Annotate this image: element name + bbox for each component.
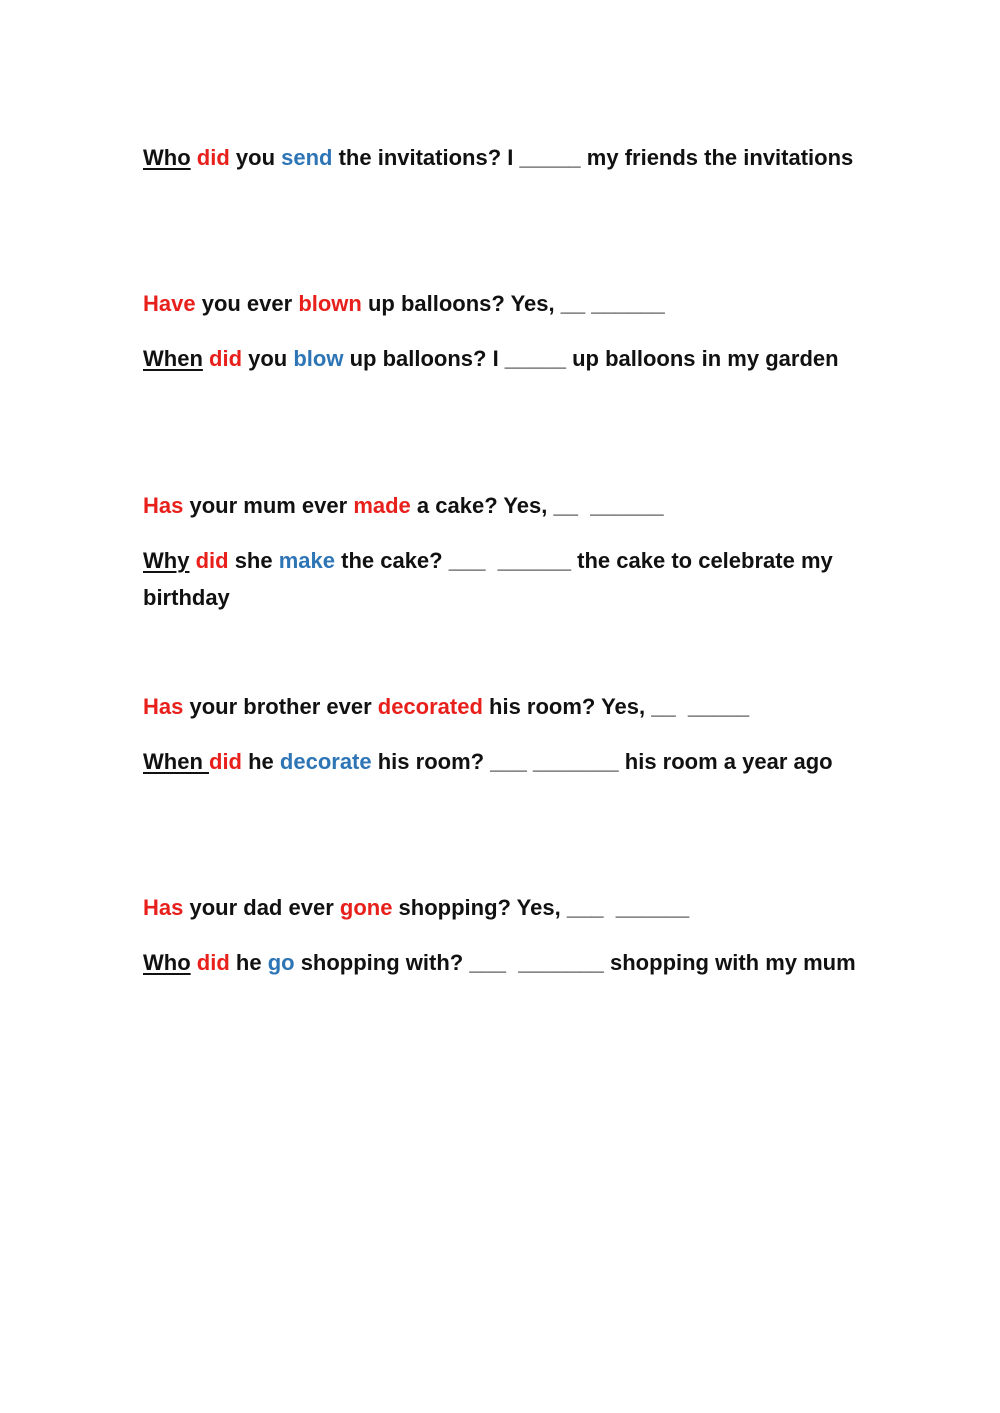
highlight-blue-word: make <box>278 548 335 573</box>
sentence-line <box>143 139 858 176</box>
highlight-red-word: did <box>195 548 229 573</box>
sentence-text: his room? Yes, __ _____ <box>482 694 750 719</box>
sentence-text: you ever <box>195 291 299 316</box>
highlight-red-word: Has <box>143 493 184 518</box>
highlight-red-word: Has <box>143 694 184 719</box>
question-word: When <box>143 749 209 774</box>
sentence-text: you <box>242 346 294 371</box>
sentence-line <box>143 542 858 616</box>
highlight-red-word: did <box>209 749 242 774</box>
sentence-text: his room? ___ _______ his room a year ago <box>371 749 833 774</box>
highlight-red-word: Has <box>143 895 184 920</box>
sentence-line <box>143 688 858 725</box>
sentence-text: she <box>228 548 279 573</box>
sentence-text: your dad ever <box>183 895 340 920</box>
highlight-red-word: gone <box>339 895 393 920</box>
sentence-text: up balloons? I _____ up balloons in my garden <box>343 346 839 371</box>
sentence-line <box>143 889 858 926</box>
sentence-line <box>143 285 858 322</box>
sentence-text: a cake? Yes, __ ______ <box>410 493 664 518</box>
highlight-red-word: did <box>209 346 243 371</box>
sentence-line <box>143 340 858 377</box>
question-word: Who <box>143 145 191 170</box>
sentence-text: the invitations? I _____ my friends the invitations <box>332 145 854 170</box>
highlight-red-word: Have <box>143 291 196 316</box>
sentence-text: he <box>229 950 268 975</box>
highlight-red-word: made <box>353 493 411 518</box>
sentence-text: your mum ever <box>183 493 354 518</box>
highlight-blue-word: send <box>281 145 333 170</box>
sentence-text: he <box>242 749 280 774</box>
sentence-line <box>143 944 858 981</box>
highlight-blue-word: go <box>267 950 295 975</box>
sentence-text: you <box>229 145 282 170</box>
question-word: When <box>143 346 203 371</box>
highlight-red-word: decorated <box>377 694 483 719</box>
highlight-blue-word: decorate <box>279 749 372 774</box>
sentence-text: your brother ever <box>183 694 378 719</box>
highlight-blue-word: blow <box>293 346 344 371</box>
sentence-text: shopping with? ___ _______ shopping with my mum <box>294 950 856 975</box>
sentence-line <box>143 743 858 780</box>
sentence-text: shopping? Yes, ___ ______ <box>392 895 690 920</box>
highlight-red-word: did <box>196 950 230 975</box>
sentence-text: up balloons? Yes, __ ______ <box>361 291 665 316</box>
sentence-line <box>143 487 858 524</box>
highlight-red-word: did <box>196 145 230 170</box>
highlight-red-word: blown <box>298 291 362 316</box>
question-word: Why <box>143 548 190 573</box>
question-word: Who <box>143 950 191 975</box>
sentence-text: the cake? ___ ______ the cake to celebrate my birthday <box>143 548 839 610</box>
